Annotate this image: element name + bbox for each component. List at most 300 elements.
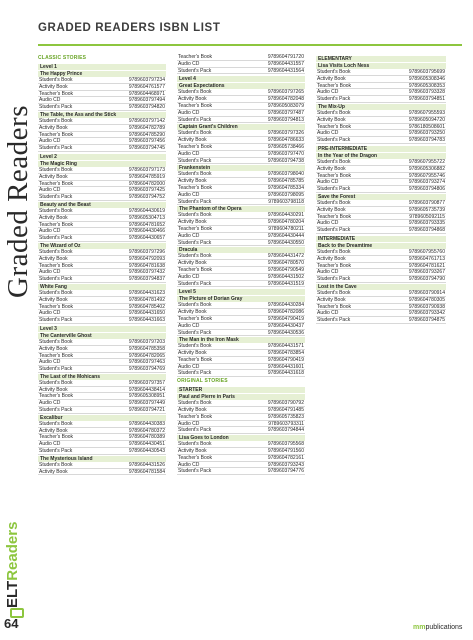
- isbn-format: Student's Book: [317, 109, 351, 116]
- isbn-row: [316, 69, 446, 76]
- isbn-number: 9789605308353: [408, 82, 445, 89]
- isbn-row: [38, 339, 166, 346]
- isbn-number: 9789603795568: [267, 441, 304, 448]
- isbn-number: 9789603797449: [128, 400, 165, 407]
- category-heading: CLASSIC STORIES: [38, 55, 87, 61]
- column-2: [177, 54, 305, 475]
- isbn-row: [177, 400, 305, 407]
- isbn-number: 9789605308951: [128, 393, 165, 400]
- isbn-row: [38, 428, 166, 435]
- isbn-row: [316, 276, 446, 283]
- isbn-row: [38, 145, 166, 152]
- isbn-format: Teacher's Book: [317, 172, 352, 179]
- isbn-number: 9789604430466: [128, 228, 165, 235]
- isbn-row: [316, 173, 446, 180]
- isbn-number: 9789605735739: [408, 206, 445, 213]
- isbn-number: 9789604431472: [267, 253, 304, 260]
- isbn-format: Audio CD: [317, 89, 339, 96]
- isbn-format: Activity Book: [178, 137, 207, 144]
- isbn-row: [38, 167, 166, 174]
- isbn-row: [316, 76, 446, 83]
- isbn-number: 9789604431557: [267, 60, 304, 67]
- isbn-row: [38, 276, 166, 283]
- isbn-number: 9789604781638: [128, 262, 165, 269]
- isbn-format: Teacher's Book: [39, 393, 74, 400]
- logo-bold: ELT: [4, 580, 21, 608]
- isbn-format: Activity Book: [317, 165, 346, 172]
- isbn-row: [316, 130, 446, 137]
- isbn-number: 9789604430284: [267, 302, 304, 309]
- isbn-number: 9789603793243: [267, 461, 304, 468]
- isbn-number: 9786180508601: [408, 123, 445, 130]
- isbn-row: [316, 96, 446, 103]
- isbn-format: Student's Book: [317, 69, 351, 75]
- isbn-number: 9789604431519: [267, 280, 304, 287]
- isbn-format: Teacher's Book: [317, 213, 352, 220]
- isbn-format: Activity Book: [39, 173, 68, 180]
- isbn-number: 9789604791720: [267, 54, 304, 60]
- isbn-number: 9789603794844: [267, 427, 304, 434]
- isbn-format: Teacher's Book: [317, 123, 352, 130]
- isbn-number: 9789603794769: [128, 366, 165, 373]
- isbn-format: Student's Pack: [178, 280, 212, 287]
- isbn-number: 9789603797357: [128, 379, 165, 386]
- isbn-row: [316, 256, 446, 263]
- isbn-format: Student's Pack: [317, 96, 351, 103]
- isbn-format: Activity Book: [178, 407, 207, 414]
- isbn-row: [177, 414, 305, 421]
- isbn-number: 9789604780389: [128, 434, 165, 441]
- isbn-format: Audio CD: [178, 191, 200, 198]
- isbn-format: Student's Pack: [178, 157, 212, 164]
- isbn-number: 9789604780211: [268, 225, 304, 232]
- isbn-format: Student's Book: [178, 130, 212, 137]
- isbn-row: [38, 118, 166, 125]
- book-title: Paul and Pierre in Paris: [177, 394, 305, 400]
- isbn-format: Student's Book: [39, 289, 73, 296]
- isbn-row: [177, 185, 305, 192]
- isbn-format: Activity Book: [39, 214, 68, 221]
- isbn-row: [316, 263, 446, 270]
- isbn-row: [177, 117, 305, 124]
- isbn-format: Activity Book: [178, 350, 207, 357]
- isbn-row: [177, 421, 305, 428]
- isbn-row: [316, 186, 446, 193]
- isbn-number: 9789603790792: [267, 400, 304, 407]
- isbn-format: Teacher's Book: [39, 434, 74, 441]
- isbn-row: [316, 200, 446, 207]
- isbn-row: [177, 427, 305, 434]
- page-number: 64: [4, 616, 19, 631]
- isbn-format: Student's Book: [39, 461, 73, 468]
- book-title: Great Expectations: [177, 83, 305, 89]
- isbn-number: 9789603795699: [408, 69, 445, 75]
- isbn-format: Teacher's Book: [39, 303, 74, 310]
- isbn-format: Student's Book: [317, 289, 351, 296]
- isbn-format: Teacher's Book: [317, 303, 352, 310]
- isbn-row: [38, 181, 166, 188]
- isbn-number: 9789603797234: [128, 77, 165, 83]
- isbn-row: [38, 269, 166, 276]
- isbn-number: 9789603798095: [267, 191, 304, 198]
- isbn-format: Activity Book: [317, 206, 346, 213]
- isbn-format: Audio CD: [178, 273, 200, 280]
- isbn-number: 9789604431663: [128, 317, 165, 324]
- isbn-format: Activity Book: [39, 83, 68, 90]
- header-divider: [38, 44, 462, 46]
- isbn-row: [316, 166, 446, 173]
- isbn-format: Student's Pack: [178, 116, 212, 123]
- isbn-format: Audio CD: [317, 310, 339, 317]
- isbn-format: Teacher's Book: [39, 262, 74, 269]
- book-title: Lost in the Cave: [316, 284, 446, 290]
- book-title: The Magic Ring: [38, 161, 166, 167]
- isbn-format: Audio CD: [39, 359, 61, 366]
- isbn-row: [38, 138, 166, 145]
- isbn-number: 9789603794745: [128, 145, 165, 152]
- book-title: The Last of the Mohicans: [38, 374, 166, 380]
- isbn-row: [38, 393, 166, 400]
- isbn-number: 9789604431526: [128, 461, 165, 468]
- isbn-number: 9789604431564: [267, 67, 304, 74]
- isbn-format: Teacher's Book: [178, 143, 213, 150]
- isbn-row: [177, 441, 305, 448]
- isbn-row: [177, 130, 305, 137]
- isbn-format: Activity Book: [178, 448, 207, 455]
- isbn-row: [316, 83, 446, 90]
- isbn-format: Student's Book: [178, 400, 212, 407]
- isbn-row: [316, 220, 446, 227]
- isbn-number: 9789603797173: [128, 166, 165, 173]
- isbn-row: [38, 77, 166, 84]
- isbn-number: 9789604431623: [128, 289, 165, 296]
- side-title: Graded Readers: [2, 105, 34, 298]
- isbn-row: [38, 263, 166, 270]
- isbn-number: 9789604785785: [267, 178, 304, 185]
- isbn-number: 9789603790914: [408, 289, 445, 296]
- isbn-format: Student's Pack: [39, 104, 73, 111]
- isbn-row: [177, 137, 305, 144]
- isbn-format: Teacher's Book: [39, 180, 74, 187]
- isbn-format: Activity Book: [39, 255, 68, 262]
- isbn-row: [177, 274, 305, 281]
- isbn-format: Student's Pack: [317, 317, 351, 324]
- isbn-format: Teacher's Book: [39, 352, 74, 359]
- isbn-row: [177, 364, 305, 371]
- isbn-format: Student's Book: [317, 248, 351, 255]
- isbn-row: [38, 366, 166, 373]
- level-heading: Level 1: [38, 64, 166, 70]
- isbn-format: Audio CD: [317, 220, 339, 227]
- book-title: The Wizard of Oz: [38, 243, 166, 249]
- isbn-format: Student's Pack: [39, 235, 73, 242]
- isbn-number: 9789603797456: [128, 138, 165, 145]
- isbn-row: [177, 158, 305, 165]
- isbn-format: Student's Book: [178, 253, 212, 260]
- isbn-format: Audio CD: [317, 179, 339, 186]
- publisher-logo: [413, 624, 462, 631]
- book-title: White Fang: [38, 284, 166, 290]
- isbn-row: [38, 317, 166, 324]
- isbn-format: Activity Book: [39, 296, 68, 303]
- isbn-row: [38, 421, 166, 428]
- isbn-number: 9789604790419: [267, 356, 304, 363]
- isbn-number: 9789603794790: [408, 276, 445, 283]
- isbn-number: 9789605094720: [408, 116, 445, 123]
- isbn-row: [177, 61, 305, 68]
- isbn-row: [38, 297, 166, 304]
- isbn-format: Activity Book: [178, 219, 207, 226]
- isbn-format: Activity Book: [178, 309, 207, 316]
- book-title: Excalibur: [38, 415, 166, 421]
- isbn-format: Teacher's Book: [317, 262, 352, 269]
- isbn-row: [38, 400, 166, 407]
- isbn-row: [38, 215, 166, 222]
- isbn-row: [316, 310, 446, 317]
- isbn-row: [177, 219, 305, 226]
- isbn-number: 9789604781652: [128, 221, 165, 228]
- publisher-name: publications: [425, 624, 463, 631]
- isbn-row: [38, 462, 166, 469]
- isbn-row: [316, 137, 446, 144]
- isbn-format: Audio CD: [39, 310, 61, 317]
- isbn-number: 9789603794776: [267, 468, 304, 475]
- level-heading: PRE-INTERMEDIATE: [316, 146, 446, 152]
- isbn-number: 9789607955593: [408, 109, 445, 116]
- level-heading: Level 4: [177, 76, 305, 82]
- isbn-row: [177, 448, 305, 455]
- isbn-number: 9789603797326: [267, 130, 304, 137]
- isbn-number: 9789604781492: [128, 296, 165, 303]
- isbn-row: [177, 192, 305, 199]
- isbn-row: [38, 256, 166, 263]
- isbn-row: [177, 455, 305, 462]
- isbn-number: 9789604438414: [128, 386, 165, 393]
- isbn-number: 9789603793274: [408, 179, 445, 186]
- isbn-row: [177, 226, 305, 233]
- isbn-format: Audio CD: [39, 228, 61, 235]
- isbn-number: 9789604785334: [267, 184, 304, 191]
- isbn-number: 9789604430543: [128, 448, 165, 455]
- isbn-row: [177, 281, 305, 288]
- isbn-format: Teacher's Book: [178, 225, 213, 232]
- isbn-number: 9789604782789: [128, 124, 165, 131]
- isbn-number: 9789605308346: [408, 75, 445, 82]
- isbn-row: [177, 350, 305, 357]
- isbn-number: 9789603793311: [268, 420, 304, 427]
- isbn-format: Student's Book: [39, 379, 73, 386]
- isbn-number: 9789604781621: [408, 262, 445, 269]
- isbn-row: [38, 132, 166, 139]
- isbn-row: [38, 97, 166, 104]
- logo-rest: Readers: [4, 521, 21, 581]
- isbn-row: [38, 91, 166, 98]
- isbn-row: [38, 359, 166, 366]
- isbn-row: [38, 353, 166, 360]
- isbn-number: 9789604785358: [128, 345, 165, 352]
- isbn-row: [177, 357, 305, 364]
- isbn-row: [38, 249, 166, 256]
- isbn-format: Student's Pack: [178, 468, 212, 475]
- isbn-format: Activity Book: [178, 260, 207, 267]
- isbn-number: 9789605306882: [408, 165, 445, 172]
- book-title: The Picture of Dorian Gray: [177, 296, 305, 302]
- isbn-row: [177, 110, 305, 117]
- isbn-number: 9789604785402: [128, 303, 165, 310]
- isbn-number: 9789603794875: [408, 317, 445, 324]
- isbn-number: 9789605092115: [409, 213, 445, 220]
- isbn-number: 9789604431601: [267, 363, 304, 370]
- isbn-number: 9789604430291: [267, 212, 304, 219]
- isbn-number: 9789605083079: [267, 102, 304, 109]
- isbn-number: 9789604780372: [128, 427, 165, 434]
- isbn-row: [177, 212, 305, 219]
- isbn-number: 9789603798118: [268, 198, 304, 205]
- isbn-row: [38, 304, 166, 311]
- isbn-row: [38, 434, 166, 441]
- isbn-format: Student's Book: [178, 89, 212, 96]
- isbn-format: Teacher's Book: [39, 90, 74, 97]
- isbn-number: 9789603794868: [408, 227, 445, 234]
- isbn-row: [316, 214, 446, 221]
- isbn-row: [316, 269, 446, 276]
- isbn-number: 9789607955746: [408, 172, 445, 179]
- isbn-format: Audio CD: [178, 322, 200, 329]
- isbn-number: 9789604782048: [267, 96, 304, 103]
- isbn-format: Audio CD: [317, 269, 339, 276]
- isbn-number: 9789604780204: [267, 219, 304, 226]
- isbn-format: Teacher's Book: [317, 82, 352, 89]
- isbn-number: 9789603794738: [267, 157, 304, 164]
- column-1: [38, 54, 166, 475]
- isbn-format: Teacher's Book: [178, 266, 213, 273]
- book-title: The Canterville Ghost: [38, 333, 166, 339]
- isbn-format: Student's Pack: [317, 186, 351, 193]
- isbn-row: [38, 380, 166, 387]
- isbn-format: Student's Pack: [39, 145, 73, 152]
- isbn-number: 9789603797432: [128, 269, 165, 276]
- isbn-format: Student's Book: [39, 77, 73, 83]
- isbn-number: 9789603793328: [408, 89, 445, 96]
- isbn-number: 9789604782161: [267, 454, 304, 461]
- level-heading: Level 3: [38, 326, 166, 332]
- isbn-format: Audio CD: [178, 60, 200, 67]
- isbn-row: [38, 290, 166, 297]
- isbn-row: [316, 179, 446, 186]
- isbn-row: [177, 199, 305, 206]
- isbn-number: 9789604781584: [128, 468, 165, 475]
- isbn-row: [177, 233, 305, 240]
- isbn-format: Audio CD: [39, 400, 61, 407]
- book-title: In the Year of the Dragon: [316, 153, 446, 159]
- isbn-row: [316, 124, 446, 131]
- isbn-format: Activity Book: [178, 178, 207, 185]
- isbn-format: Audio CD: [178, 150, 200, 157]
- isbn-number: 9789603794752: [128, 194, 165, 201]
- isbn-format: Student's Book: [317, 158, 351, 165]
- isbn-row: [38, 194, 166, 201]
- isbn-number: 9789603797203: [128, 338, 165, 345]
- isbn-format: Teacher's Book: [178, 356, 213, 363]
- isbn-format: Student's Book: [39, 117, 73, 124]
- isbn-number: 9789603797487: [267, 109, 304, 116]
- isbn-format: Teacher's Book: [39, 221, 74, 228]
- isbn-number: 9789603794813: [267, 116, 304, 123]
- isbn-number: 9789607955760: [408, 248, 445, 255]
- isbn-row: [38, 125, 166, 132]
- isbn-row: [177, 240, 305, 247]
- isbn-row: [177, 407, 305, 414]
- isbn-format: Activity Book: [39, 124, 68, 131]
- isbn-number: 9789604430451: [128, 441, 165, 448]
- isbn-format: Audio CD: [178, 420, 200, 427]
- isbn-row: [177, 151, 305, 158]
- isbn-row: [316, 297, 446, 304]
- isbn-number: 9789603794820: [128, 104, 165, 111]
- isbn-number: 9789603790877: [408, 199, 445, 206]
- isbn-format: Audio CD: [39, 187, 61, 194]
- isbn-format: Student's Book: [178, 212, 212, 219]
- isbn-format: Activity Book: [317, 75, 346, 82]
- isbn-number: 9789604785290: [128, 131, 165, 138]
- isbn-format: Activity Book: [39, 468, 68, 475]
- isbn-row: [177, 96, 305, 103]
- isbn-row: [316, 207, 446, 214]
- isbn-row: [38, 310, 166, 317]
- isbn-number: 9789603798040: [267, 171, 304, 178]
- isbn-format: Student's Book: [39, 248, 73, 255]
- page-title: GRADED READERS ISBN LIST: [38, 22, 221, 34]
- isbn-number: 9789603794806: [408, 186, 445, 193]
- isbn-format: Student's Pack: [178, 239, 212, 246]
- isbn-number: 9789603793335: [408, 220, 445, 227]
- book-title: Captain Grant's Children: [177, 124, 305, 130]
- isbn-number: 9789603797425: [128, 187, 165, 194]
- isbn-row: [38, 469, 166, 476]
- isbn-number: 9789604780570: [267, 260, 304, 267]
- book-title: The Happy Prince: [38, 71, 166, 77]
- book-title: The Mysterious Island: [38, 456, 166, 462]
- level-heading: Level 2: [38, 154, 166, 160]
- isbn-row: [177, 330, 305, 337]
- isbn-number: 9789603794837: [128, 276, 165, 283]
- isbn-format: Audio CD: [178, 363, 200, 370]
- isbn-format: Student's Pack: [39, 366, 73, 373]
- isbn-format: Student's Book: [39, 338, 73, 345]
- isbn-format: Student's Pack: [178, 67, 212, 74]
- isbn-row: [177, 68, 305, 75]
- isbn-row: [177, 316, 305, 323]
- isbn-format: Activity Book: [178, 96, 207, 103]
- isbn-row: [177, 323, 305, 330]
- isbn-format: Activity Book: [39, 386, 68, 393]
- isbn-number: 9789604761713: [408, 255, 445, 262]
- isbn-format: Student's Book: [39, 166, 73, 173]
- isbn-row: [38, 84, 166, 91]
- isbn-format: Audio CD: [178, 109, 200, 116]
- isbn-number: 9789604430536: [267, 329, 304, 336]
- isbn-format: Student's Pack: [39, 407, 73, 414]
- isbn-format: Activity Book: [317, 116, 346, 123]
- isbn-format: Teacher's Book: [178, 315, 213, 322]
- isbn-number: 9789603797463: [128, 359, 165, 366]
- level-heading: INTERMEDIATE: [316, 236, 446, 242]
- isbn-row: [177, 171, 305, 178]
- isbn-format: Student's Pack: [39, 317, 73, 324]
- isbn-format: Audio CD: [39, 269, 61, 276]
- isbn-row: [177, 54, 305, 61]
- isbn-format: Teacher's Book: [178, 413, 213, 420]
